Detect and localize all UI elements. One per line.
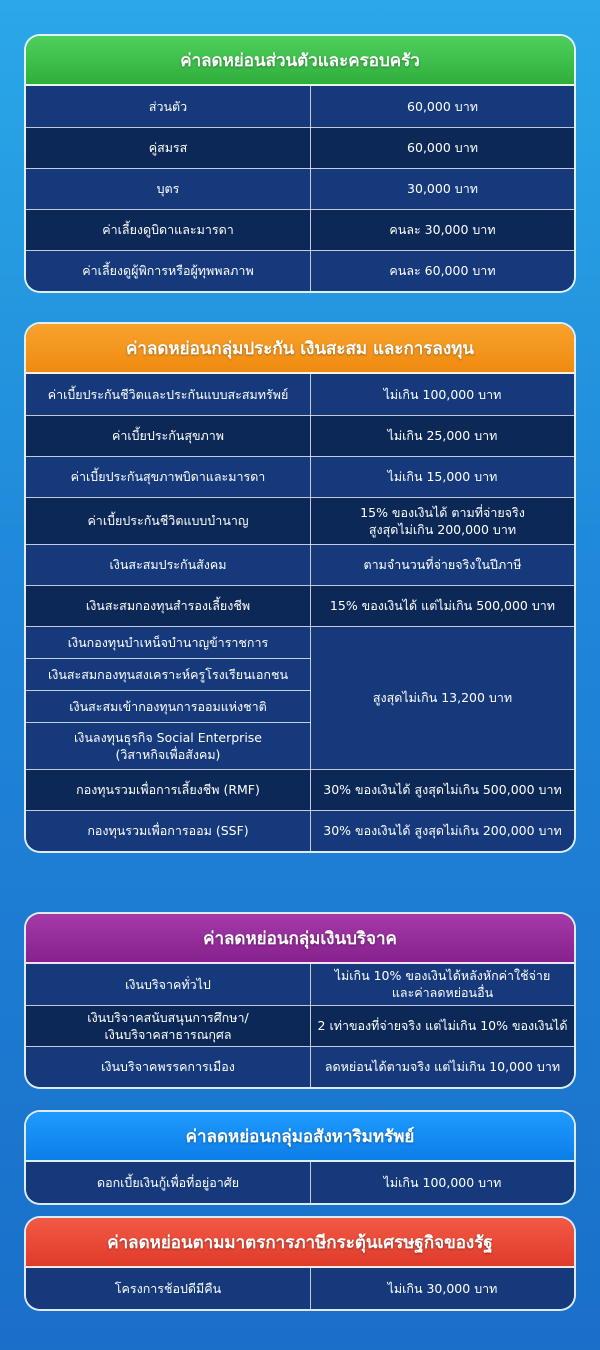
table-row — [26, 1162, 574, 1203]
section-title: ค่าลดหย่อนกลุ่มอสังหาริมทรัพย์ — [26, 1112, 574, 1162]
table-row — [26, 626, 574, 658]
table-row — [26, 544, 574, 585]
row-label: เงินสะสมกองทุนสงเคราะห์ครูโรงเรียนเอกชน — [26, 658, 311, 690]
table-row — [26, 415, 574, 456]
row-label: คู่สมรส — [26, 127, 311, 168]
row-label: เงินสะสมประกันสังคม — [26, 544, 311, 585]
row-label — [26, 1005, 311, 1046]
row-label: เงินสะสมกองทุนสำรองเลี้ยงชีพ — [26, 585, 311, 626]
row-value: 60,000 บาท — [311, 86, 575, 127]
table-row — [26, 209, 574, 250]
deduction-table — [26, 374, 574, 851]
merged-value: สูงสุดไม่เกิน 13,200 บาท — [311, 626, 575, 769]
table-row — [26, 810, 574, 851]
row-label: ดอกเบี้ยเงินกู้เพื่อที่อยู่อาศัย — [26, 1162, 311, 1203]
section-personal-family — [26, 36, 574, 291]
section-insurance-investment — [26, 324, 574, 851]
row-label: กองทุนรวมเพื่อการเลี้ยงชีพ (RMF) — [26, 769, 311, 810]
row-value: ไม่เกิน 100,000 บาท — [311, 374, 575, 415]
deduction-table — [26, 964, 574, 1087]
row-value: คนละ 30,000 บาท — [311, 209, 575, 250]
table-row — [26, 374, 574, 415]
row-label-line: เงินลงทุนธุรกิจ Social Enterprise — [73, 729, 262, 745]
row-label: ค่าเลี้ยงดูบิดาและมารดา — [26, 209, 311, 250]
row-value: 2 เท่าของที่จ่ายจริง แต่ไม่เกิน 10% ของเงินได้ — [311, 1005, 575, 1046]
table-row — [26, 86, 574, 127]
table-row — [26, 1005, 574, 1046]
row-value: 15% ของเงินได้ แต่ไม่เกิน 500,000 บาท — [311, 585, 575, 626]
row-label: เงินบริจาคทั่วไป — [26, 964, 311, 1005]
row-label: เงินสะสมเข้ากองทุนการออมแห่งชาติ — [26, 690, 311, 722]
section-title: ค่าลดหย่อนส่วนตัวและครอบครัว — [26, 36, 574, 86]
row-value: ตามจำนวนที่จ่ายจริงในปีภาษี — [311, 544, 575, 585]
row-label: ค่าเบี้ยประกันสุขภาพบิดาและมารดา — [26, 456, 311, 497]
row-value: ลดหย่อนได้ตามจริง แต่ไม่เกิน 10,000 บาท — [311, 1046, 575, 1087]
table-row — [26, 1046, 574, 1087]
row-label: ค่าเลี้ยงดูผู้พิการหรือผู้ทุพพลภาพ — [26, 250, 311, 291]
section-title: ค่าลดหย่อนกลุ่มเงินบริจาค — [26, 914, 574, 964]
row-label — [26, 722, 311, 769]
row-value-line: สูงสุดไม่เกิน 200,000 บาท — [368, 521, 517, 537]
table-row — [26, 585, 574, 626]
row-value: ไม่เกิน 25,000 บาท — [311, 415, 575, 456]
row-value: 30% ของเงินได้ สูงสุดไม่เกิน 200,000 บาท — [311, 810, 575, 851]
table-row — [26, 168, 574, 209]
row-value-line: ไม่เกิน 10% ของเงินได้หลังหักค่าใช้จ่าย — [334, 968, 551, 984]
row-label-line: (วิสาหกิจเพื่อสังคม) — [115, 746, 221, 762]
table-row — [26, 250, 574, 291]
deduction-table — [26, 86, 574, 291]
row-label-line: เงินบริจาคสนับสนุนการศึกษา/ — [87, 1009, 249, 1025]
deduction-table — [26, 1162, 574, 1203]
row-label: เงินกองทุนบำเหน็จบำนาญข้าราชการ — [26, 626, 311, 658]
row-value: คนละ 60,000 บาท — [311, 250, 575, 291]
row-value — [311, 964, 575, 1005]
table-row — [26, 456, 574, 497]
section-real-estate — [26, 1112, 574, 1203]
deduction-table — [26, 1268, 574, 1309]
row-label: ค่าเบี้ยประกันสุขภาพ — [26, 415, 311, 456]
table-row — [26, 964, 574, 1005]
row-label: ค่าเบี้ยประกันชีวิตแบบบำนาญ — [26, 497, 311, 544]
table-row — [26, 497, 574, 544]
row-value: 60,000 บาท — [311, 127, 575, 168]
row-label: กองทุนรวมเพื่อการออม (SSF) — [26, 810, 311, 851]
row-label: เงินบริจาคพรรคการเมือง — [26, 1046, 311, 1087]
row-value-line: 15% ของเงินได้ ตามที่จ่ายจริง — [360, 504, 525, 520]
table-row — [26, 1268, 574, 1309]
section-government-stimulus — [26, 1218, 574, 1309]
row-value: ไม่เกิน 15,000 บาท — [311, 456, 575, 497]
table-row — [26, 127, 574, 168]
row-value-line: และค่าลดหย่อนอื่น — [391, 985, 494, 1001]
row-value — [311, 497, 575, 544]
row-label: ส่วนตัว — [26, 86, 311, 127]
row-label: ค่าเบี้ยประกันชีวิตและประกันแบบสะสมทรัพย์ — [26, 374, 311, 415]
table-row — [26, 769, 574, 810]
row-value: ไม่เกิน 30,000 บาท — [311, 1268, 575, 1309]
row-label: โครงการช้อปดีมีคืน — [26, 1268, 311, 1309]
section-title: ค่าลดหย่อนกลุ่มประกัน เงินสะสม และการลงทุน — [26, 324, 574, 374]
section-donations — [26, 914, 574, 1087]
row-label-line: เงินบริจาคสาธารณกุศล — [104, 1026, 232, 1042]
row-value: 30% ของเงินได้ สูงสุดไม่เกิน 500,000 บาท — [311, 769, 575, 810]
section-title: ค่าลดหย่อนตามมาตรการภาษีกระตุ้นเศรษฐกิจของรัฐ — [26, 1218, 574, 1268]
row-value: ไม่เกิน 100,000 บาท — [311, 1162, 575, 1203]
row-value: 30,000 บาท — [311, 168, 575, 209]
row-label: บุตร — [26, 168, 311, 209]
